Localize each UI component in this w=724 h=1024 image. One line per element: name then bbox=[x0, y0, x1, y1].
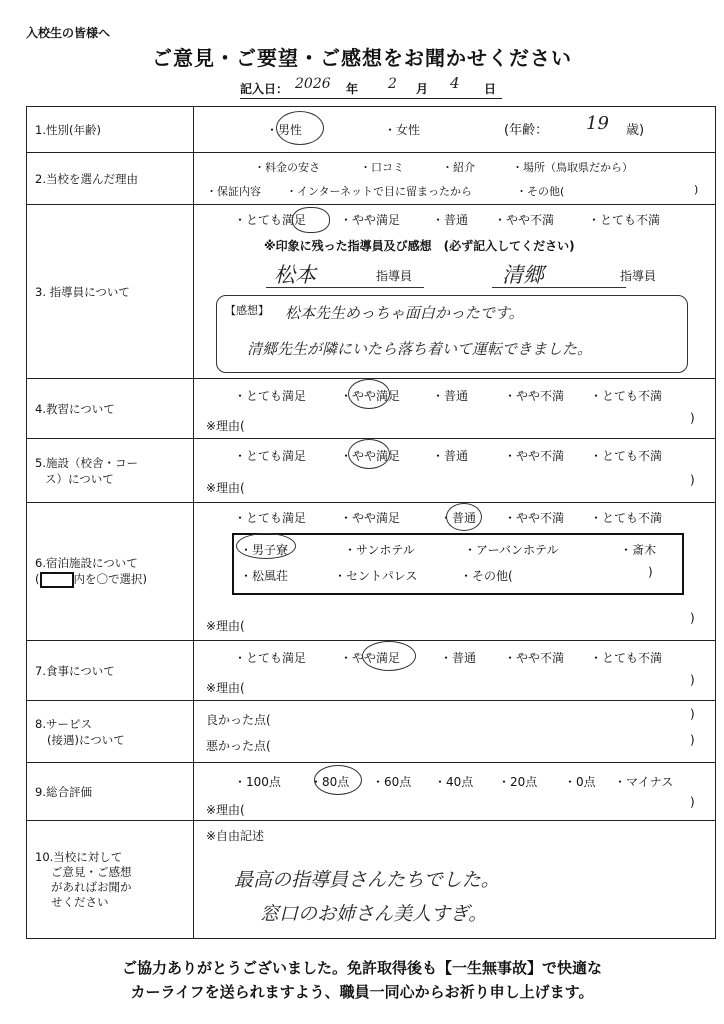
lodging-other[interactable]: ・その他( bbox=[460, 569, 513, 583]
q9-label: 9.総合評価 bbox=[27, 763, 194, 821]
option-female[interactable]: ・女性 bbox=[384, 123, 421, 137]
option-male[interactable]: ・男性 bbox=[266, 123, 303, 137]
reason-label[interactable]: ※理由( bbox=[206, 803, 245, 817]
selection-circle bbox=[362, 641, 416, 671]
reason-label[interactable]: ※理由( bbox=[206, 681, 245, 695]
selection-circle bbox=[446, 503, 482, 531]
q10-label-line3: があればお聞か bbox=[51, 879, 132, 894]
lodging-shofuso[interactable]: ・松風荘 bbox=[240, 569, 289, 583]
q10-label-line4: せください bbox=[51, 894, 109, 909]
lodging-dorm[interactable]: ・男子寮 bbox=[240, 543, 289, 557]
scale-dissatisfied[interactable]: ・やや不満 bbox=[504, 449, 565, 463]
option-word-of-mouth[interactable]: ・口コミ bbox=[360, 161, 404, 174]
q6-label bbox=[27, 503, 194, 641]
instructor1-suffix: 指導員 bbox=[376, 269, 413, 283]
scale-very-dissatisfied[interactable]: ・とても不満 bbox=[590, 389, 663, 403]
scale-very-satisfied[interactable]: ・とても満足 bbox=[234, 213, 307, 227]
reason-label[interactable]: ※理由( bbox=[206, 619, 245, 633]
scale-satisfied[interactable]: ・やや満足 bbox=[340, 651, 401, 665]
impression-line-1: 松本先生めっちゃ面白かったです。 bbox=[285, 304, 524, 322]
q10-label-line2: ご意見・ご感想 bbox=[51, 864, 132, 879]
impression-box[interactable] bbox=[216, 295, 688, 373]
row-reason-choice bbox=[27, 153, 716, 205]
scale-neutral[interactable]: ・普通 bbox=[432, 213, 469, 227]
q5-label bbox=[27, 439, 194, 503]
scale-neutral[interactable]: ・普通 bbox=[432, 389, 469, 403]
reason-close: ) bbox=[690, 673, 695, 687]
scale-neutral[interactable]: ・普通 bbox=[440, 511, 477, 525]
option-other[interactable]: ・その他( bbox=[516, 185, 565, 198]
row-meals bbox=[27, 641, 716, 701]
scale-very-satisfied[interactable]: ・とても満足 bbox=[234, 511, 307, 525]
scale-neutral[interactable]: ・普通 bbox=[432, 449, 469, 463]
option-referral[interactable]: ・紹介 bbox=[442, 161, 475, 174]
row-lodging bbox=[27, 503, 716, 641]
row-gender-age bbox=[27, 107, 716, 153]
lodging-other-close: ) bbox=[648, 565, 653, 579]
scale-dissatisfied[interactable]: ・やや不満 bbox=[504, 389, 565, 403]
scale-very-satisfied[interactable]: ・とても満足 bbox=[234, 389, 307, 403]
scale-dissatisfied[interactable]: ・やや不満 bbox=[504, 511, 565, 525]
survey-table bbox=[26, 106, 716, 939]
year-unit: 年 bbox=[346, 82, 359, 96]
q4-label: 4.教習について bbox=[27, 379, 194, 439]
scale-neutral[interactable]: ・普通 bbox=[440, 651, 477, 665]
instructor2-name[interactable]: 清郷 bbox=[502, 263, 544, 287]
month-unit: 月 bbox=[416, 82, 429, 96]
scale-very-dissatisfied[interactable]: ・とても不満 bbox=[588, 213, 661, 227]
selection-circle bbox=[348, 379, 390, 409]
row-free-comments bbox=[27, 821, 716, 939]
q1-label: 1.性別(年齢) bbox=[27, 107, 194, 153]
q5-label-line1: 5.施設（校舎・コー bbox=[35, 455, 138, 470]
selection-circle bbox=[348, 439, 390, 469]
closing-line-1: ご協力ありがとうございました。免許取得後も【一生無事故】で快適な bbox=[121, 959, 602, 977]
reason-label[interactable]: ※理由( bbox=[206, 481, 245, 495]
free-comment-line-1[interactable]: 最高の指導員さんたちでした。 bbox=[234, 869, 500, 891]
instructor2-suffix: 指導員 bbox=[620, 269, 657, 283]
option-location[interactable]: ・場所（鳥取県だから） bbox=[512, 161, 633, 174]
option-price[interactable]: ・料金の安さ bbox=[254, 161, 320, 174]
lodging-sun-hotel[interactable]: ・サンホテル bbox=[344, 543, 415, 557]
closing-line-2: カーライフを送られますよう、職員一同心からお祈り申し上げます。 bbox=[130, 983, 594, 1001]
age-value[interactable]: 19 bbox=[586, 113, 609, 134]
scale-dissatisfied[interactable]: ・やや不満 bbox=[504, 651, 565, 665]
lodging-urban-hotel[interactable]: ・アーバンホテル bbox=[464, 543, 559, 557]
selection-circle bbox=[236, 533, 296, 559]
q2-label: 2.当校を選んだ理由 bbox=[27, 153, 194, 205]
closing-message bbox=[0, 956, 724, 1004]
q8-label bbox=[27, 701, 194, 763]
age-unit: 歳) bbox=[626, 123, 645, 138]
free-comment-label: ※自由記述 bbox=[206, 829, 265, 843]
lodging-saiki[interactable]: ・斎木 bbox=[620, 543, 657, 557]
instructor1-name[interactable]: 松本 bbox=[274, 263, 316, 287]
lodging-saint-palace[interactable]: ・セントパレス bbox=[334, 569, 418, 583]
legend-box bbox=[40, 572, 74, 588]
bad-points-label[interactable]: 悪かった点( bbox=[206, 739, 271, 753]
q8-label-line1: 8.サービス bbox=[35, 716, 92, 731]
q6-label-pre: ( bbox=[35, 572, 40, 587]
good-points-close: ) bbox=[690, 707, 695, 721]
scale-very-dissatisfied[interactable]: ・とても不満 bbox=[590, 449, 663, 463]
q3-label: 3. 指導員について bbox=[27, 205, 194, 379]
q6-label-post: 内を〇で選択) bbox=[73, 572, 147, 587]
good-points-label[interactable]: 良かった点( bbox=[206, 713, 271, 727]
impression-line-2: 清郷先生が隣にいたら落ち着いて運転できました。 bbox=[247, 340, 593, 358]
q10-label-line1: 10.当校に対して bbox=[35, 849, 123, 864]
date-day-value: 4 bbox=[450, 74, 460, 92]
scale-dissatisfied[interactable]: ・やや不満 bbox=[494, 213, 555, 227]
date-month-value: 2 bbox=[388, 76, 397, 92]
option-warranty[interactable]: ・保証内容 bbox=[206, 185, 261, 198]
greeting-note: 入校生の皆様へ bbox=[26, 26, 111, 40]
date-label: 記入日： bbox=[240, 82, 289, 96]
option-internet[interactable]: ・インターネットで目に留まったから bbox=[286, 185, 473, 198]
bad-points-close: ) bbox=[690, 733, 695, 747]
impression-heading: ※印象に残った指導員及び感想 (必ず記入してください) bbox=[264, 239, 575, 253]
q5-label-line2: ス）について bbox=[45, 471, 114, 486]
reason-close: ) bbox=[690, 473, 695, 487]
scale-satisfied[interactable]: ・やや満足 bbox=[340, 511, 401, 525]
reason-close: ) bbox=[690, 611, 695, 625]
scale-satisfied[interactable]: ・やや満足 bbox=[340, 449, 401, 463]
score-60[interactable]: ・60点 bbox=[372, 775, 412, 789]
scale-very-satisfied[interactable]: ・とても満足 bbox=[234, 651, 307, 665]
score-minus[interactable]: ・マイナス bbox=[614, 775, 674, 789]
scale-satisfied[interactable]: ・やや満足 bbox=[340, 213, 401, 227]
reason-close: ) bbox=[690, 795, 695, 809]
row-service bbox=[27, 701, 716, 763]
score-100[interactable]: ・100点 bbox=[234, 775, 281, 789]
q10-label bbox=[27, 821, 194, 939]
row-lessons bbox=[27, 379, 716, 439]
row-overall-rating bbox=[27, 763, 716, 821]
scale-very-dissatisfied[interactable]: ・とても不満 bbox=[590, 511, 663, 525]
q8-label-line2: (接遇)について bbox=[47, 732, 125, 747]
scale-very-satisfied[interactable]: ・とても満足 bbox=[234, 449, 307, 463]
reason-close: ) bbox=[690, 411, 695, 425]
selection-circle bbox=[276, 111, 324, 145]
reason-label[interactable]: ※理由( bbox=[206, 419, 245, 433]
score-0[interactable]: ・0点 bbox=[564, 775, 596, 789]
scale-satisfied[interactable]: ・やや満足 bbox=[340, 389, 401, 403]
instructor2-underline bbox=[492, 287, 626, 288]
date-underline bbox=[240, 98, 502, 99]
day-unit: 日 bbox=[484, 82, 497, 96]
score-80[interactable]: ・80点 bbox=[310, 775, 350, 789]
date-year-value: 2026 bbox=[295, 76, 331, 92]
selection-circle bbox=[292, 207, 330, 233]
score-20[interactable]: ・20点 bbox=[498, 775, 538, 789]
scale-very-dissatisfied[interactable]: ・とても不満 bbox=[590, 651, 663, 665]
row-instructors bbox=[27, 205, 716, 379]
q7-label: 7.食事について bbox=[27, 641, 194, 701]
age-label: (年齢： bbox=[504, 123, 549, 138]
impression-label: 【感想】 bbox=[225, 304, 269, 317]
lodging-options-box bbox=[232, 533, 684, 595]
free-comment-line-2[interactable]: 窓口のお姉さん美人すぎ。 bbox=[260, 903, 488, 925]
page-title: ご意見・ご要望・ご感想をお聞かせください bbox=[152, 46, 572, 70]
score-40[interactable]: ・40点 bbox=[434, 775, 474, 789]
other-close-paren: ) bbox=[694, 183, 699, 196]
selection-circle bbox=[314, 765, 362, 795]
q6-label-line1: 6.宿泊施設について bbox=[35, 556, 138, 571]
instructor1-underline bbox=[266, 287, 424, 288]
row-facilities bbox=[27, 439, 716, 503]
